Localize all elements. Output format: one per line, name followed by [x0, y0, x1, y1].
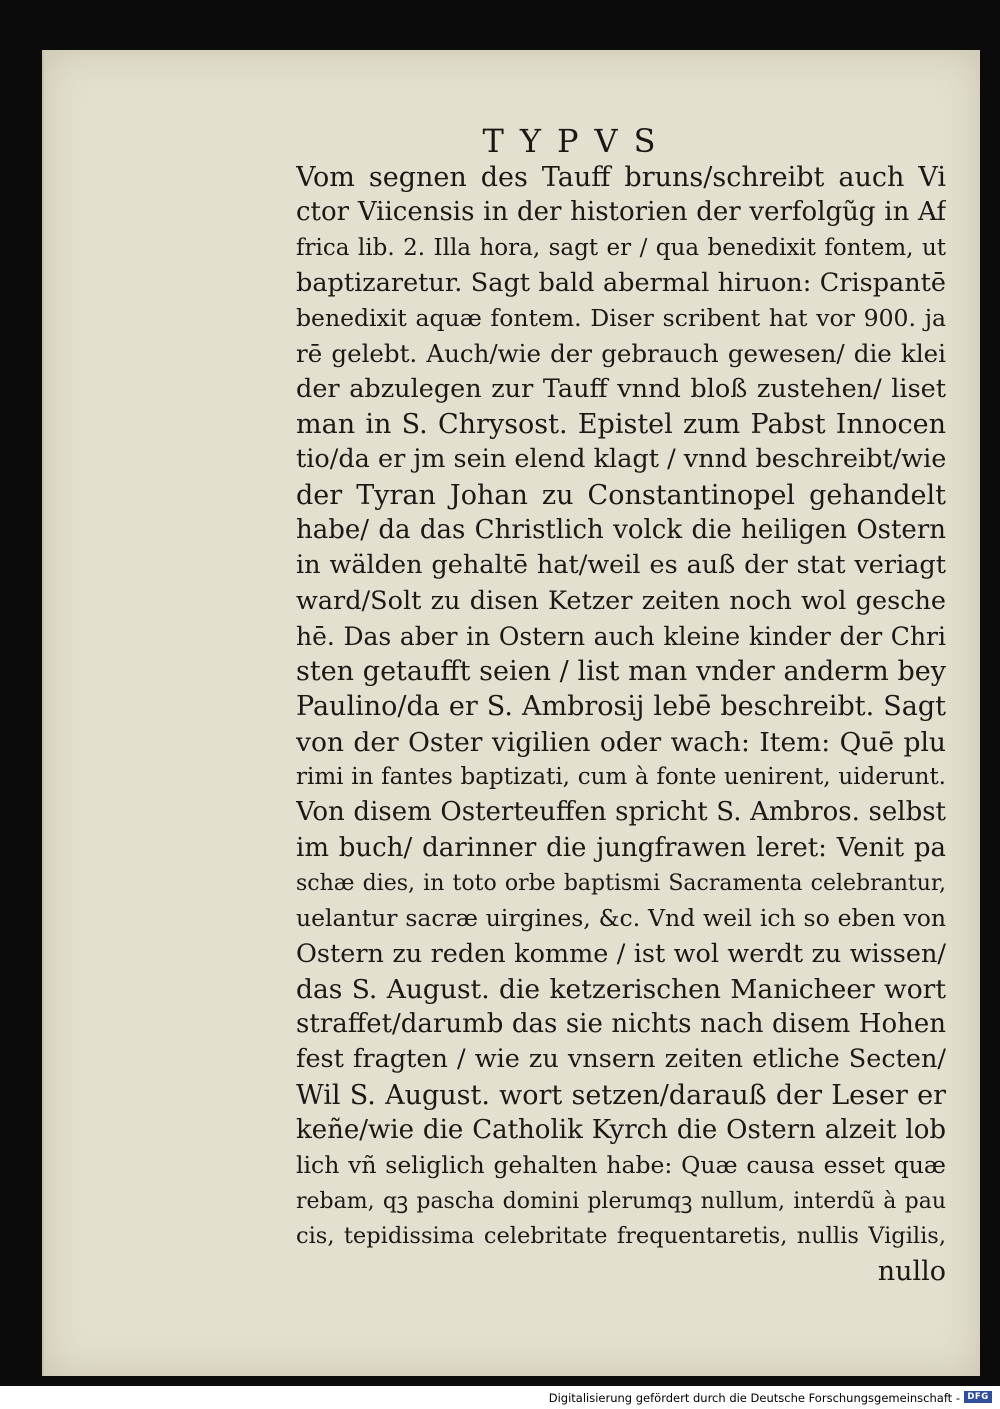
text-line: Paulino/da er S. Ambrosij lebē beschreibt. Sagt — [296, 691, 946, 723]
text-line: Vom segnen des Tauff bruns/schreibt auch Vi — [296, 162, 946, 193]
text-line: rē gelebt. Auch/wie der gebrauch gewesen/ die klei — [296, 339, 946, 369]
text-line: der Tyran Johan zu Constantinopel gehandelt — [296, 479, 946, 511]
text-line: im buch/ darinner die jungfrawen leret: Venit pa — [296, 832, 946, 863]
text-line: der abzulegen zur Tauff vnnd bloß zustehen/ liset — [296, 373, 946, 404]
text-line: ward/Solt zu disen Ketzer zeiten noch wol gesche — [296, 585, 946, 616]
text-line: straffet/darumb das sie nichts nach disem Hohen — [296, 1009, 946, 1040]
book-page — [42, 50, 980, 1376]
text-line: hē. Das aber in Ostern auch kleine kinder der Chri — [296, 621, 946, 651]
text-line: Von disem Osterteuffen spricht S. Ambros. selbst — [296, 797, 946, 828]
text-line: das S. August. die ketzerischen Manicheer wort — [296, 973, 946, 1005]
text-line: nullo — [877, 1256, 946, 1288]
text-line: benedixit aquæ fontem. Diser scribent hat vor 900. ja — [296, 304, 946, 333]
text-line: von der Oster vigilien oder wach: Item: Quē plu — [296, 726, 946, 758]
text-line: frica lib. 2. Illa hora, sagt er / qua benedixit fontem, ut — [296, 234, 946, 261]
text-line: Ostern zu reden komme / ist wol werdt zu wissen/ — [296, 938, 946, 969]
text-line: schæ dies, in toto orbe baptismi Sacramenta celebrantur, — [296, 870, 946, 896]
text-line: lich vñ seliglich gehalten habe: Quæ causa esset quæ — [296, 1151, 946, 1180]
footer-bar — [0, 1386, 1000, 1409]
dfg-logo: DFG — [964, 1391, 992, 1403]
text-line: rimi in fantes baptizati, cum à fonte uenirent, uiderunt. — [296, 764, 946, 791]
text-line: fest fragten / wie zu vnsern zeiten etliche Secten/ — [296, 1044, 946, 1075]
text-line: Wil S. August. wort setzen/darauß der Leser er — [296, 1079, 946, 1111]
text-line: ctor Viicensis in der historien der verfolgũg in Af — [296, 197, 946, 228]
page-header: TYPVS — [482, 122, 672, 160]
text-line: man in S. Chrysost. Epistel zum Pabst Innocen — [296, 409, 946, 441]
text-line: in wälden gehaltē hat/weil es auß der stat veriagt — [296, 550, 946, 581]
text-line: keñe/wie die Catholik Kyrch die Ostern alzeit lob — [296, 1115, 946, 1146]
text-line: rebam, qꝫ pascha domini plerumqꝫ nullum, interdũ à pau — [296, 1188, 946, 1214]
text-line: habe/ da das Christlich volck die heiligen Ostern — [296, 514, 946, 545]
funding-credit: Digitalisierung gefördert durch die Deutsche Forschungsgemeinschaft - — [548, 1391, 960, 1405]
text-line: baptizaretur. Sagt bald abermal hiruon: Crispantē — [296, 267, 946, 298]
text-block — [296, 160, 946, 1290]
text-line: uelantur sacræ uirgines, &c. Vnd weil ich so eben von — [296, 904, 946, 933]
text-line: tio/da er jm sein elend klagt / vnnd beschreibt/wie — [296, 444, 946, 475]
text-line: sten getaufft seien / list man vnder anderm bey — [296, 656, 946, 688]
text-line: cis, tepidissima celebritate frequentaretis, nullis Vigilis, — [296, 1222, 946, 1249]
